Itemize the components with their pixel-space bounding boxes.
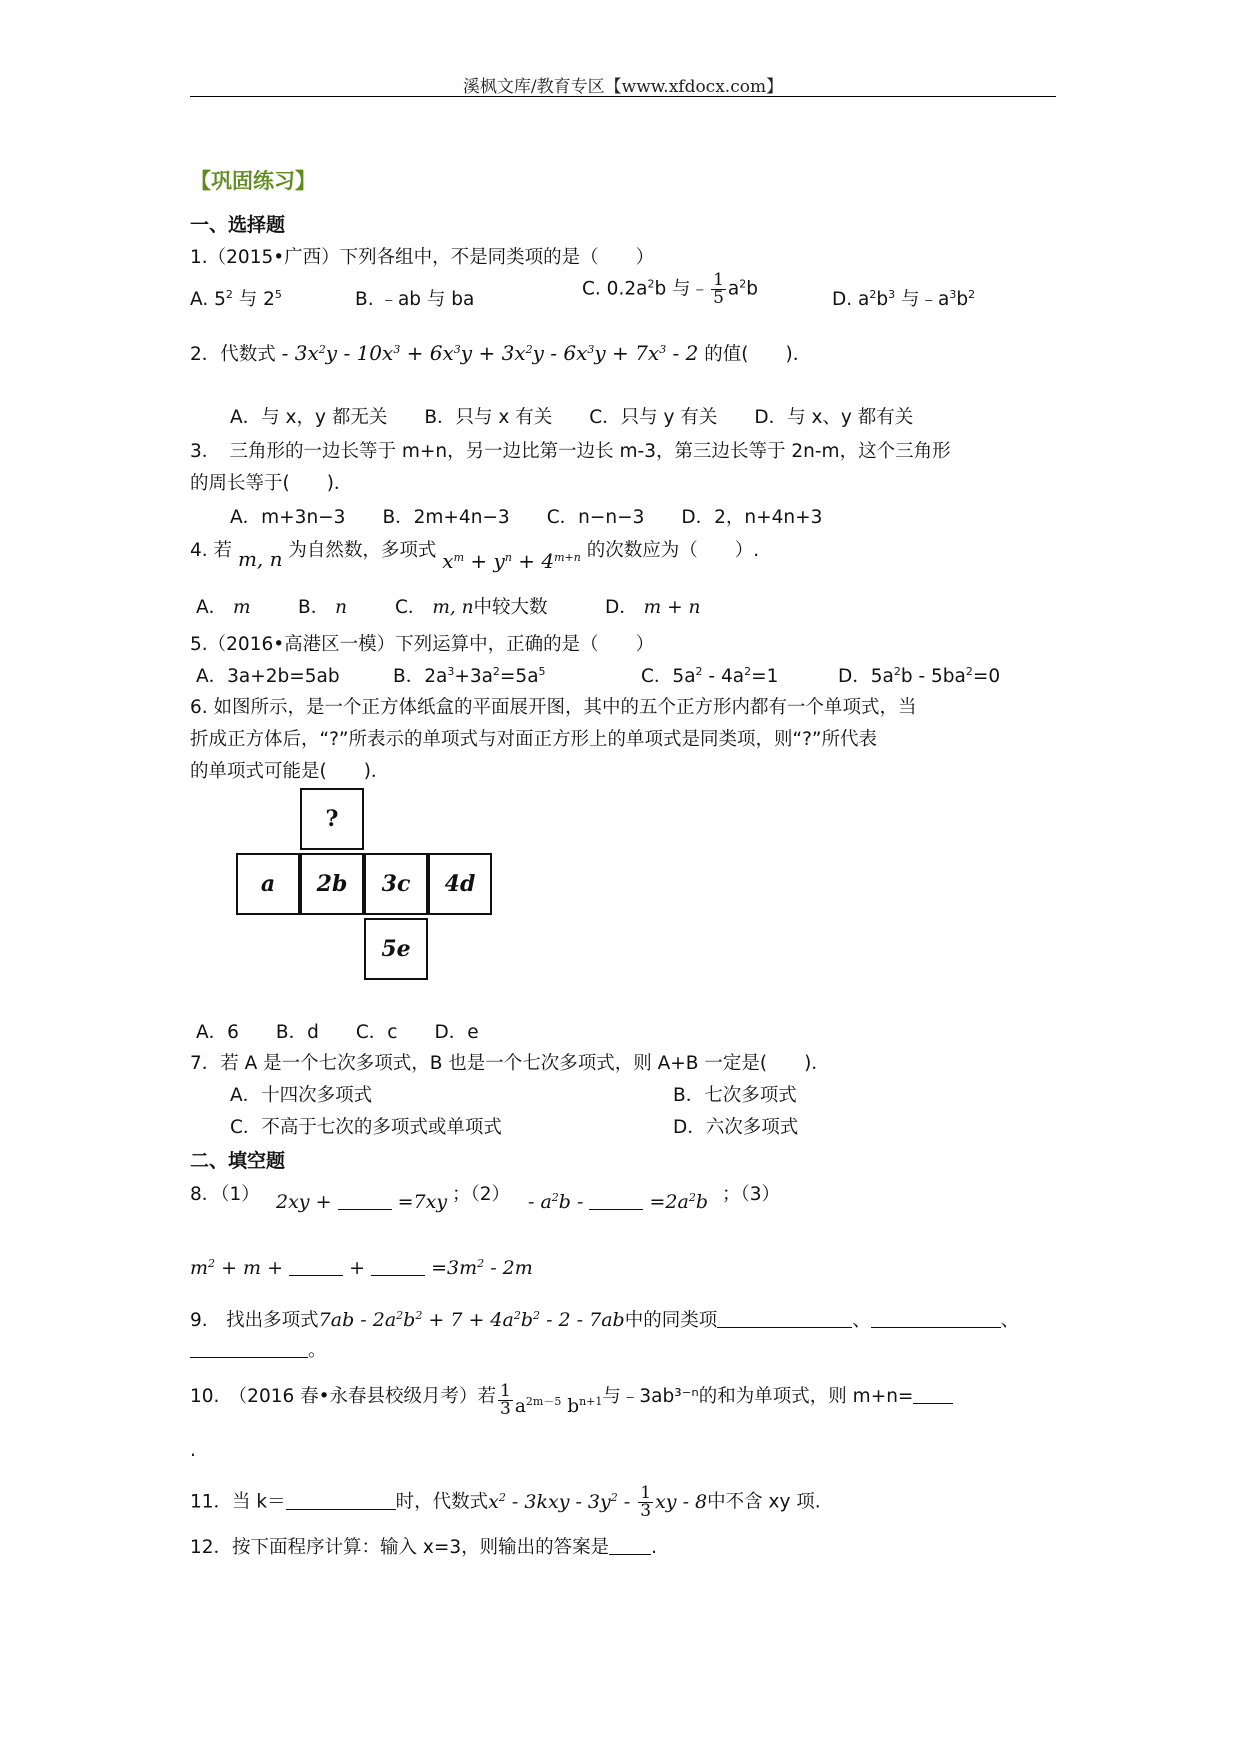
q1-option-c: C. $0.2a^2b$ 与﹣ $\frac{1}{5}$ $a^2b$ (582, 270, 758, 308)
q1-option-a: A. $5^2$ 与 $2^5$ (190, 288, 282, 310)
q7-option-b: B．七次多项式 (673, 1085, 797, 1106)
q11-prefix: 11．当 k＝ (190, 1491, 286, 1513)
fraction-one-third: $\frac{1}{3}$ (500, 1381, 511, 1419)
q7-option-a: A．十四次多项式 (230, 1085, 373, 1106)
q11-mid: 时，代数式 (395, 1491, 489, 1513)
q8-expr2: - $a^2b - =2a^2b$ (528, 1191, 709, 1213)
q8-sep1: ；（2） (452, 1184, 511, 1205)
q4-expression: $x^m + y^n + 4^{m+n}$ (442, 549, 581, 573)
q3-options: A．m+3n−3 B．2m+4n−3 C．n−n−3 D．2，n+4n+3 (230, 507, 823, 528)
net-cell-3c: 3c (364, 853, 428, 915)
q8-sep2: ；（3） (722, 1184, 781, 1205)
q4-stem (190, 536, 760, 573)
q9-blank-1[interactable] (717, 1309, 852, 1328)
q8-expr1: 2xy + =7xy (276, 1191, 448, 1213)
q1-option-d: D. $a^2b^3$ 与$﹣a^3b^2$ (832, 288, 976, 310)
net-cell-4d: 4d (428, 853, 492, 915)
q3-line1: 3． 三角形的一边长等于 m+n，另一边比第一边长 m-3，第三边长等于 2n-m，这个三角形 (190, 441, 951, 462)
q9-blank-2[interactable] (871, 1309, 1001, 1328)
q10-prefix: 10. （2016 春•永春县校级月考）若 (190, 1386, 497, 1407)
q8-expr3: $m^2 + m$ + + $=3m^2 - 2m$ (190, 1257, 533, 1279)
q4-mid: 为自然数，多项式 (288, 540, 437, 561)
q11-blank[interactable] (286, 1491, 396, 1510)
q6-line1: 6. 如图所示，是一个正方体纸盒的平面展开图，其中的五个正方形内都有一个单项式，当 (190, 697, 917, 718)
net-cell-a: a (236, 853, 300, 915)
q6-options: A．6 B．d C．c D．e (196, 1022, 479, 1043)
q11-expression: $x^2 - 3kxy - 3y^2$ - $\frac{1}{3}$ xy - 8 (488, 1483, 708, 1521)
q9-stem: 9. 找出多项式$7ab - 2a^2b^2 + 7 + 4a^2b^2 - 2 - 7ab$中的同类项 、 、 (190, 1309, 1020, 1331)
q9-blank-3[interactable] (190, 1339, 308, 1358)
q12-stem: 12．按下面程序计算：输入 x=3，则输出的答案是 . (190, 1537, 658, 1558)
q2-stem (190, 340, 811, 366)
q4-vars: m, n (237, 547, 283, 571)
net-cell-2b: 2b (300, 853, 364, 915)
q6-line3: 的单项式可能是( )． (190, 761, 390, 782)
header-rule (190, 96, 1056, 97)
net-cell-question: ? (300, 788, 364, 850)
section-title: 【巩固练习】 (190, 169, 316, 193)
q4-option-b: B． n (298, 597, 348, 618)
q4-suffix: 的次数应为（ ）. (586, 540, 760, 561)
q4-option-c: C． m, n中较大数 (395, 597, 548, 618)
net-cell-5e: 5e (364, 918, 428, 980)
q10-suffix: 与﹣3ab³⁻ⁿ的和为单项式，则 m+n= (602, 1386, 914, 1407)
q4-prefix: 4. 若 (190, 540, 233, 561)
part2-heading: 二、填空题 (190, 1150, 286, 1172)
q10-blank[interactable] (913, 1385, 953, 1404)
q7-option-d: D．六次多项式 (673, 1117, 799, 1138)
q2-options: A．与 x，y 都无关 B．只与 x 有关 C．只与 y 有关 D．与 x、y 都有关 (230, 407, 914, 428)
q4-option-a: A． m (196, 597, 251, 618)
q5-option-a: A．3a+2b=5ab (196, 666, 340, 687)
q11-suffix: 中不含 xy 项. (707, 1491, 821, 1513)
q11-stem (190, 1485, 821, 1520)
part1-heading: 一、选择题 (190, 214, 286, 236)
q10-dot: . (190, 1440, 196, 1461)
q6-line2: 折成正方体后，“?”所表示的单项式与对面正方形上的单项式是同类项，则“?”所代表 (190, 729, 877, 750)
q9-prefix: 9. 找出多项式 (190, 1310, 319, 1331)
q10-stem (190, 1382, 953, 1418)
q9-line2: 。 (190, 1336, 327, 1362)
q5-option-d: D．$5a^2b - 5ba^2=0$ (838, 665, 1001, 687)
q7-option-c: C．不高于七次的多项式或单项式 (230, 1117, 502, 1138)
q2-suffix: 的值( )． (704, 344, 812, 365)
q5-option-b: B．$2a^3+3a^2=5a^5$ (393, 665, 546, 687)
q5-option-c: C．$5a^2 - 4a^2=1$ (641, 665, 779, 687)
q2-prefix: 2．代数式 (190, 344, 276, 365)
q7-stem: 7．若 A 是一个七次多项式，B 也是一个七次多项式，则 A+B 一定是( )． (190, 1053, 830, 1074)
q9-expression: $7ab - 2a^2b^2 + 7 + 4a^2b^2 - 2 - 7ab$ (318, 1309, 625, 1331)
q9-suffix: 中的同类项 (624, 1310, 718, 1331)
q1-stem: 1.（2015•广西）下列各组中，不是同类项的是（ ） (190, 247, 655, 268)
page-header: 溪枫文库/教育专区【www.xfdocx.com】 (462, 77, 784, 97)
q4-option-d: D． m + n (605, 597, 701, 618)
q2-expression: - $3x^2y - 10x^3 + 6x^3y + 3x^2y - 6x^3y + 7x^3 - 2$ (281, 341, 699, 365)
q5-stem: 5.（2016•高港区一模）下列运算中，正确的是（ ） (190, 634, 655, 655)
q1-option-b: B. ﹣ab 与 ba (355, 289, 475, 310)
q3-line2: 的周长等于( )． (190, 473, 353, 494)
q8-number: 8．（1） (190, 1184, 260, 1205)
q10-term: $a^{2m-5}$ $b^{n+1}$ (514, 1395, 603, 1417)
q12-blank[interactable] (609, 1536, 651, 1555)
fraction-one-fifth: $\frac{1}{5}$ (713, 270, 724, 308)
